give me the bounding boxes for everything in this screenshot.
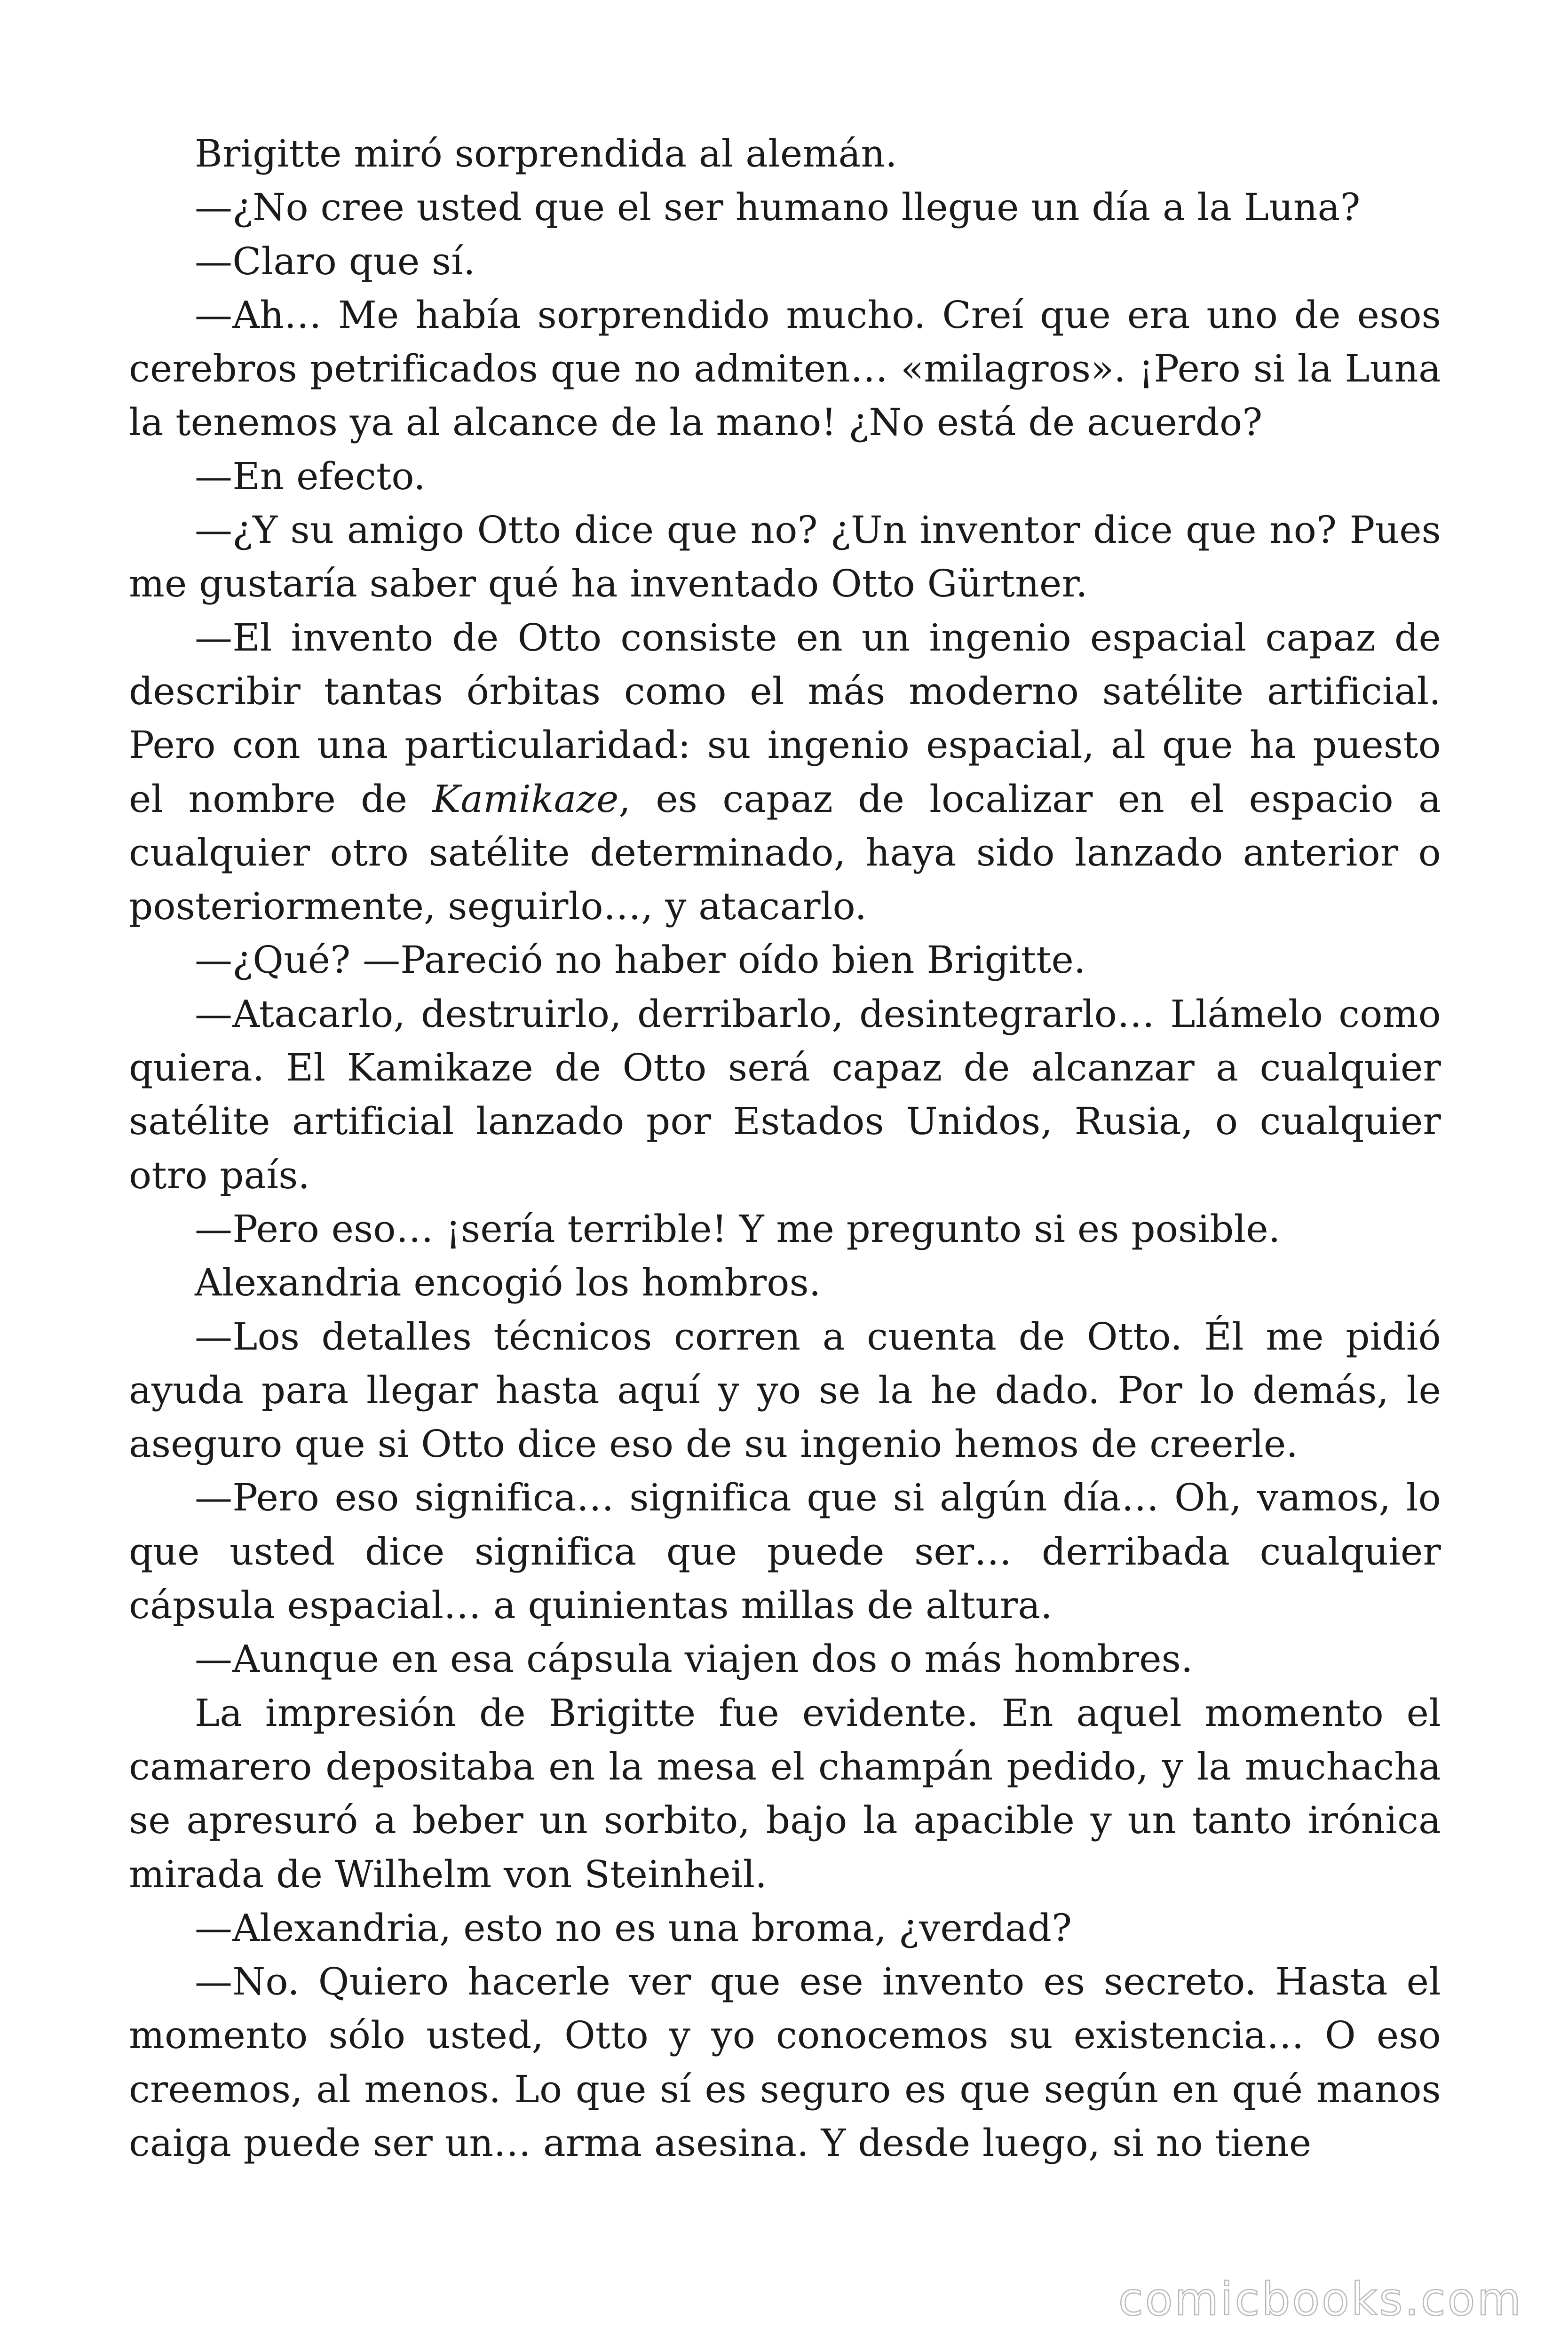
paragraph: Alexandria encogió los hombros. (195, 1261, 821, 1305)
paragraph: —Atacarlo, destruirlo, derribarlo, desintegrarlo… Llámelo como quiera. El Kamikaze de Otto será capaz de alcanzar a cualquier satélite artificial lanzado por Estados Unidos, Rusia, o cualquier otro país. (129, 992, 1441, 1197)
paragraph: —Aunque en esa cápsula viajen dos o más hombres. (195, 1637, 1193, 1681)
paragraph: —Los detalles técnicos corren a cuenta de Otto. Él me pidió ayuda para llegar hasta aquí y yo se la he dado. Por lo demás, le aseguro que si Otto dice eso de su ingenio hemos de creerle. (129, 1314, 1441, 1466)
paragraph: —En efecto. (195, 454, 426, 498)
paragraph-text: —El invento de Otto consiste en un ingenio espacial capaz de describir tantas órbitas como el más moderno satélite artificial. Pero con una particularidad: su ingenio espacial, al que ha puesto el nombre de (129, 615, 1441, 821)
paragraph: Brigitte miró sorprendida al alemán. (195, 132, 897, 175)
paragraph (129, 611, 1441, 934)
italic-name: Kamikaze (432, 777, 619, 821)
paragraph: —¿No cree usted que el ser humano llegue un día a la Luna? (195, 185, 1361, 230)
watermark: comicbooks.com (1118, 2273, 1523, 2326)
paragraph: —Claro que sí. (195, 239, 475, 283)
paragraph: —¿Y su amigo Otto dice que no? ¿Un inventor dice que no? Pues me gustaría saber qué ha inventado Otto Gürtner. (129, 508, 1441, 606)
paragraph: —¿Qué? —Pareció no haber oído bien Brigitte. (195, 938, 1086, 982)
body-text (129, 127, 1441, 2170)
paragraph: La impresión de Brigitte fue evidente. En aquel momento el camarero depositaba en la mesa el champán pedido, y la muchacha se apresuró a beber un sorbito, bajo la apacible y un tanto irónica mirada de Wilhelm von Steinheil. (129, 1691, 1441, 1896)
paragraph: —No. Quiero hacerle ver que ese invento es secreto. Hasta el momento sólo usted, Otto y yo conocemos su existencia… O eso creemos, al menos. Lo que sí es seguro es que según en qué manos caiga puede ser un… arma asesina. Y desde luego, si no tiene (129, 1960, 1441, 2165)
paragraph: —Pero eso… ¡sería terrible! Y me pregunto si es posible. (195, 1207, 1281, 1251)
paragraph: —Pero eso significa… significa que si algún día… Oh, vamos, lo que usted dice significa que puede ser… derribada cualquier cápsula espacial… a quinientas millas de altura. (129, 1476, 1441, 1628)
paragraph: —Ah… Me había sorprendido mucho. Creí que era uno de esos cerebros petrificados que no admiten… «milagros». ¡Pero si la Luna la tenemos ya al alcance de la mano! ¿No está de acuerdo? (129, 293, 1441, 445)
paragraph: —Alexandria, esto no es una broma, ¿verdad? (195, 1906, 1072, 1950)
paragraph-text: , es capaz de localizar en el espacio a cualquier otro satélite determinado, haya sido lanzado anterior o posteriormente, seguirlo…, y atacarlo. (129, 777, 1441, 929)
